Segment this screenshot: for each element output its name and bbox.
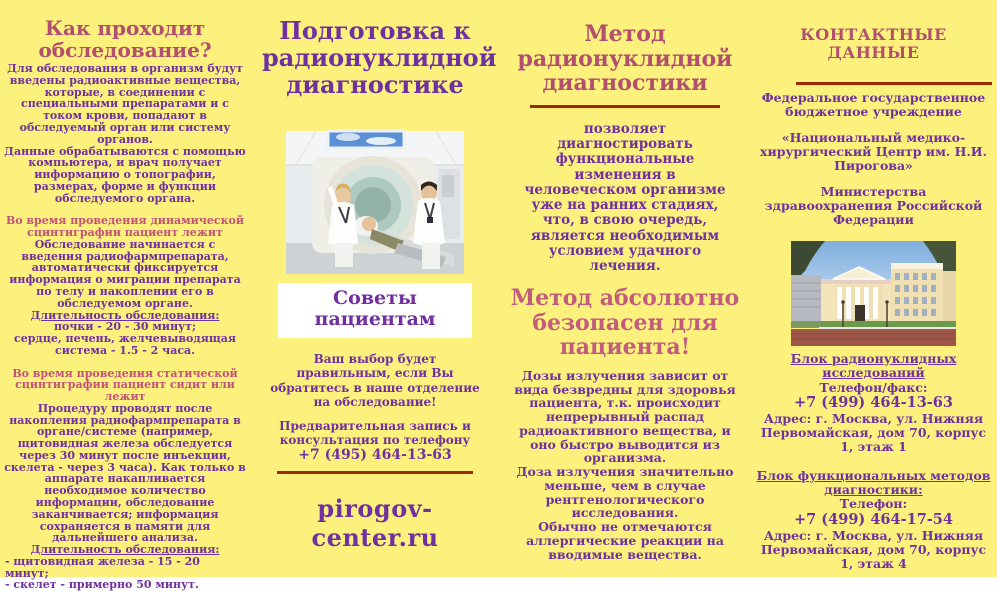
panel1-duration-line: - щитовидная железа - 15 - 20 минут; [5, 554, 200, 580]
contact-address: Адрес: г. Москва, ул. Нижняя Первомайская, дом 70, корпус 1, этаж 1 [760, 410, 987, 455]
contact-phone: +7 (499) 464-17-54 [794, 510, 953, 528]
panel2-booking-text [266, 419, 484, 464]
panel1-paragraph: Обследование начинается с введения радиофармпрепарата, автоматически фиксируется информация о миграции препарата по телу и накоплении его в обследуемом органе. [9, 237, 241, 310]
panel-preparation [250, 0, 500, 577]
divider-line [277, 471, 473, 474]
panel2-booking-line: Предварительная запись и консультация по телефону [279, 418, 471, 448]
contact-block-title: Блок радионуклидных исследований [790, 350, 957, 381]
panel1-duration-label: Длительность обследования: [30, 308, 220, 322]
panel2-title: Подготовка к радионуклидной диагностике [262, 16, 497, 99]
panel4-title: КОНТАКТНЫЕ ДАННЫЕ [800, 25, 947, 63]
panel1-duration-line: сердце, печень, желчевыводящая система - 1.5 - 2 часа. [14, 332, 236, 357]
panel1-duration-line: - скелет - примерно 50 минут. [5, 578, 199, 591]
advice-box [278, 283, 472, 339]
contact-block-title: Блок функциональных методов диагностики: [756, 467, 991, 498]
panel-method [500, 0, 750, 577]
organization-line: «Национальный медико-хирургический Центр им. Н.И. Пирогова» [760, 129, 987, 173]
advice-box-label: Советы пациентам [314, 286, 436, 331]
panel2-phone: +7 (495) 464-13-63 [298, 447, 452, 464]
divider-line [796, 82, 992, 85]
contact-block-functional [756, 469, 991, 572]
panel-contacts [750, 0, 997, 577]
panel3-paragraph: позволяет диагностировать функциональные изменения в человеческом организме уже на ранних стадиях, что, в свою очередь, является необходимым условием удачного лечения. [524, 120, 726, 275]
panel1-title: Как проходит обследование? [38, 16, 212, 62]
panel3-paragraph: Обычно не отмечаются аллергические реакции на вводимые вещества. [526, 519, 724, 562]
panel1-duration-label: Длительность обследования: [30, 543, 220, 557]
building-photo [754, 241, 993, 346]
panel3-paragraph: Дозы излучения зависит от вида безвредны для здоровья пациента, т.к. происходит непрерывный распад радиоактивного вещества, и оно быстро выводится из организма. [514, 367, 736, 466]
panel-how-examination [0, 0, 250, 591]
contact-phone-label: Телефон/факс: [819, 379, 928, 395]
panel1-subheading-static: Во время проведения статической сцинтиграфии пациент сидит или лежит [12, 366, 238, 404]
panel3-title: Метод радионуклидной диагностики [517, 21, 733, 97]
website-url: pirogov-center.ru [311, 494, 439, 553]
panel3-paragraph: Доза излучения значительно меньше, чем в случае рентгенологического исследования. [516, 464, 734, 521]
divider-line [530, 105, 720, 108]
contact-phone: +7 (499) 464-13-63 [794, 393, 953, 411]
panel3-safety-heading: Метод абсолютно безопасен для пациента! [510, 285, 740, 360]
organization-line: Федеральное государственное бюджетное учреждение [761, 89, 986, 119]
panel1-duration-line: почки - 20 - 30 минут; [53, 320, 197, 334]
panel1-paragraph: Данные обрабатываются с помощью компьютера, и врач получает информацию о топографии, размерах, форме и функции обследуемого органа. [4, 144, 246, 205]
scanner-photo [262, 131, 488, 274]
panel1-paragraph: Для обследования в организм будут введены радиоактивные вещества, которые, в соединении с специальными препаратами и с током крови, попадают в обследуемый орган или систему органов. [7, 62, 243, 146]
panel1-paragraph: Процедуру проводят после накопления радиофармпрепарата в органе/системе (например, щитовидная железа обследуется через 30 минут после инъекции, скелета - через 3 часа). Как только в аппарате накапливается необходимое количество информации, обследование заканчивается; информация сохраняется в памяти для дальнейшего анализа. [4, 401, 246, 545]
contact-address: Адрес: г. Москва, ул. Нижняя Первомайская, дом 70, корпус 1, этаж 4 [760, 527, 987, 572]
organization-line: Министерства здравоохранения Российской Федерации [764, 183, 983, 227]
panel2-paragraph: Ваш выбор будет правильным, если Вы обратитесь в наше отделение на обследование! [270, 352, 480, 409]
panel1-subheading-dynamic: Во время проведения динамической сцинтиграфии пациент лежит [5, 214, 245, 240]
contact-phone-label: Телефон: [839, 496, 908, 512]
contact-block-radionuclide [756, 352, 991, 455]
